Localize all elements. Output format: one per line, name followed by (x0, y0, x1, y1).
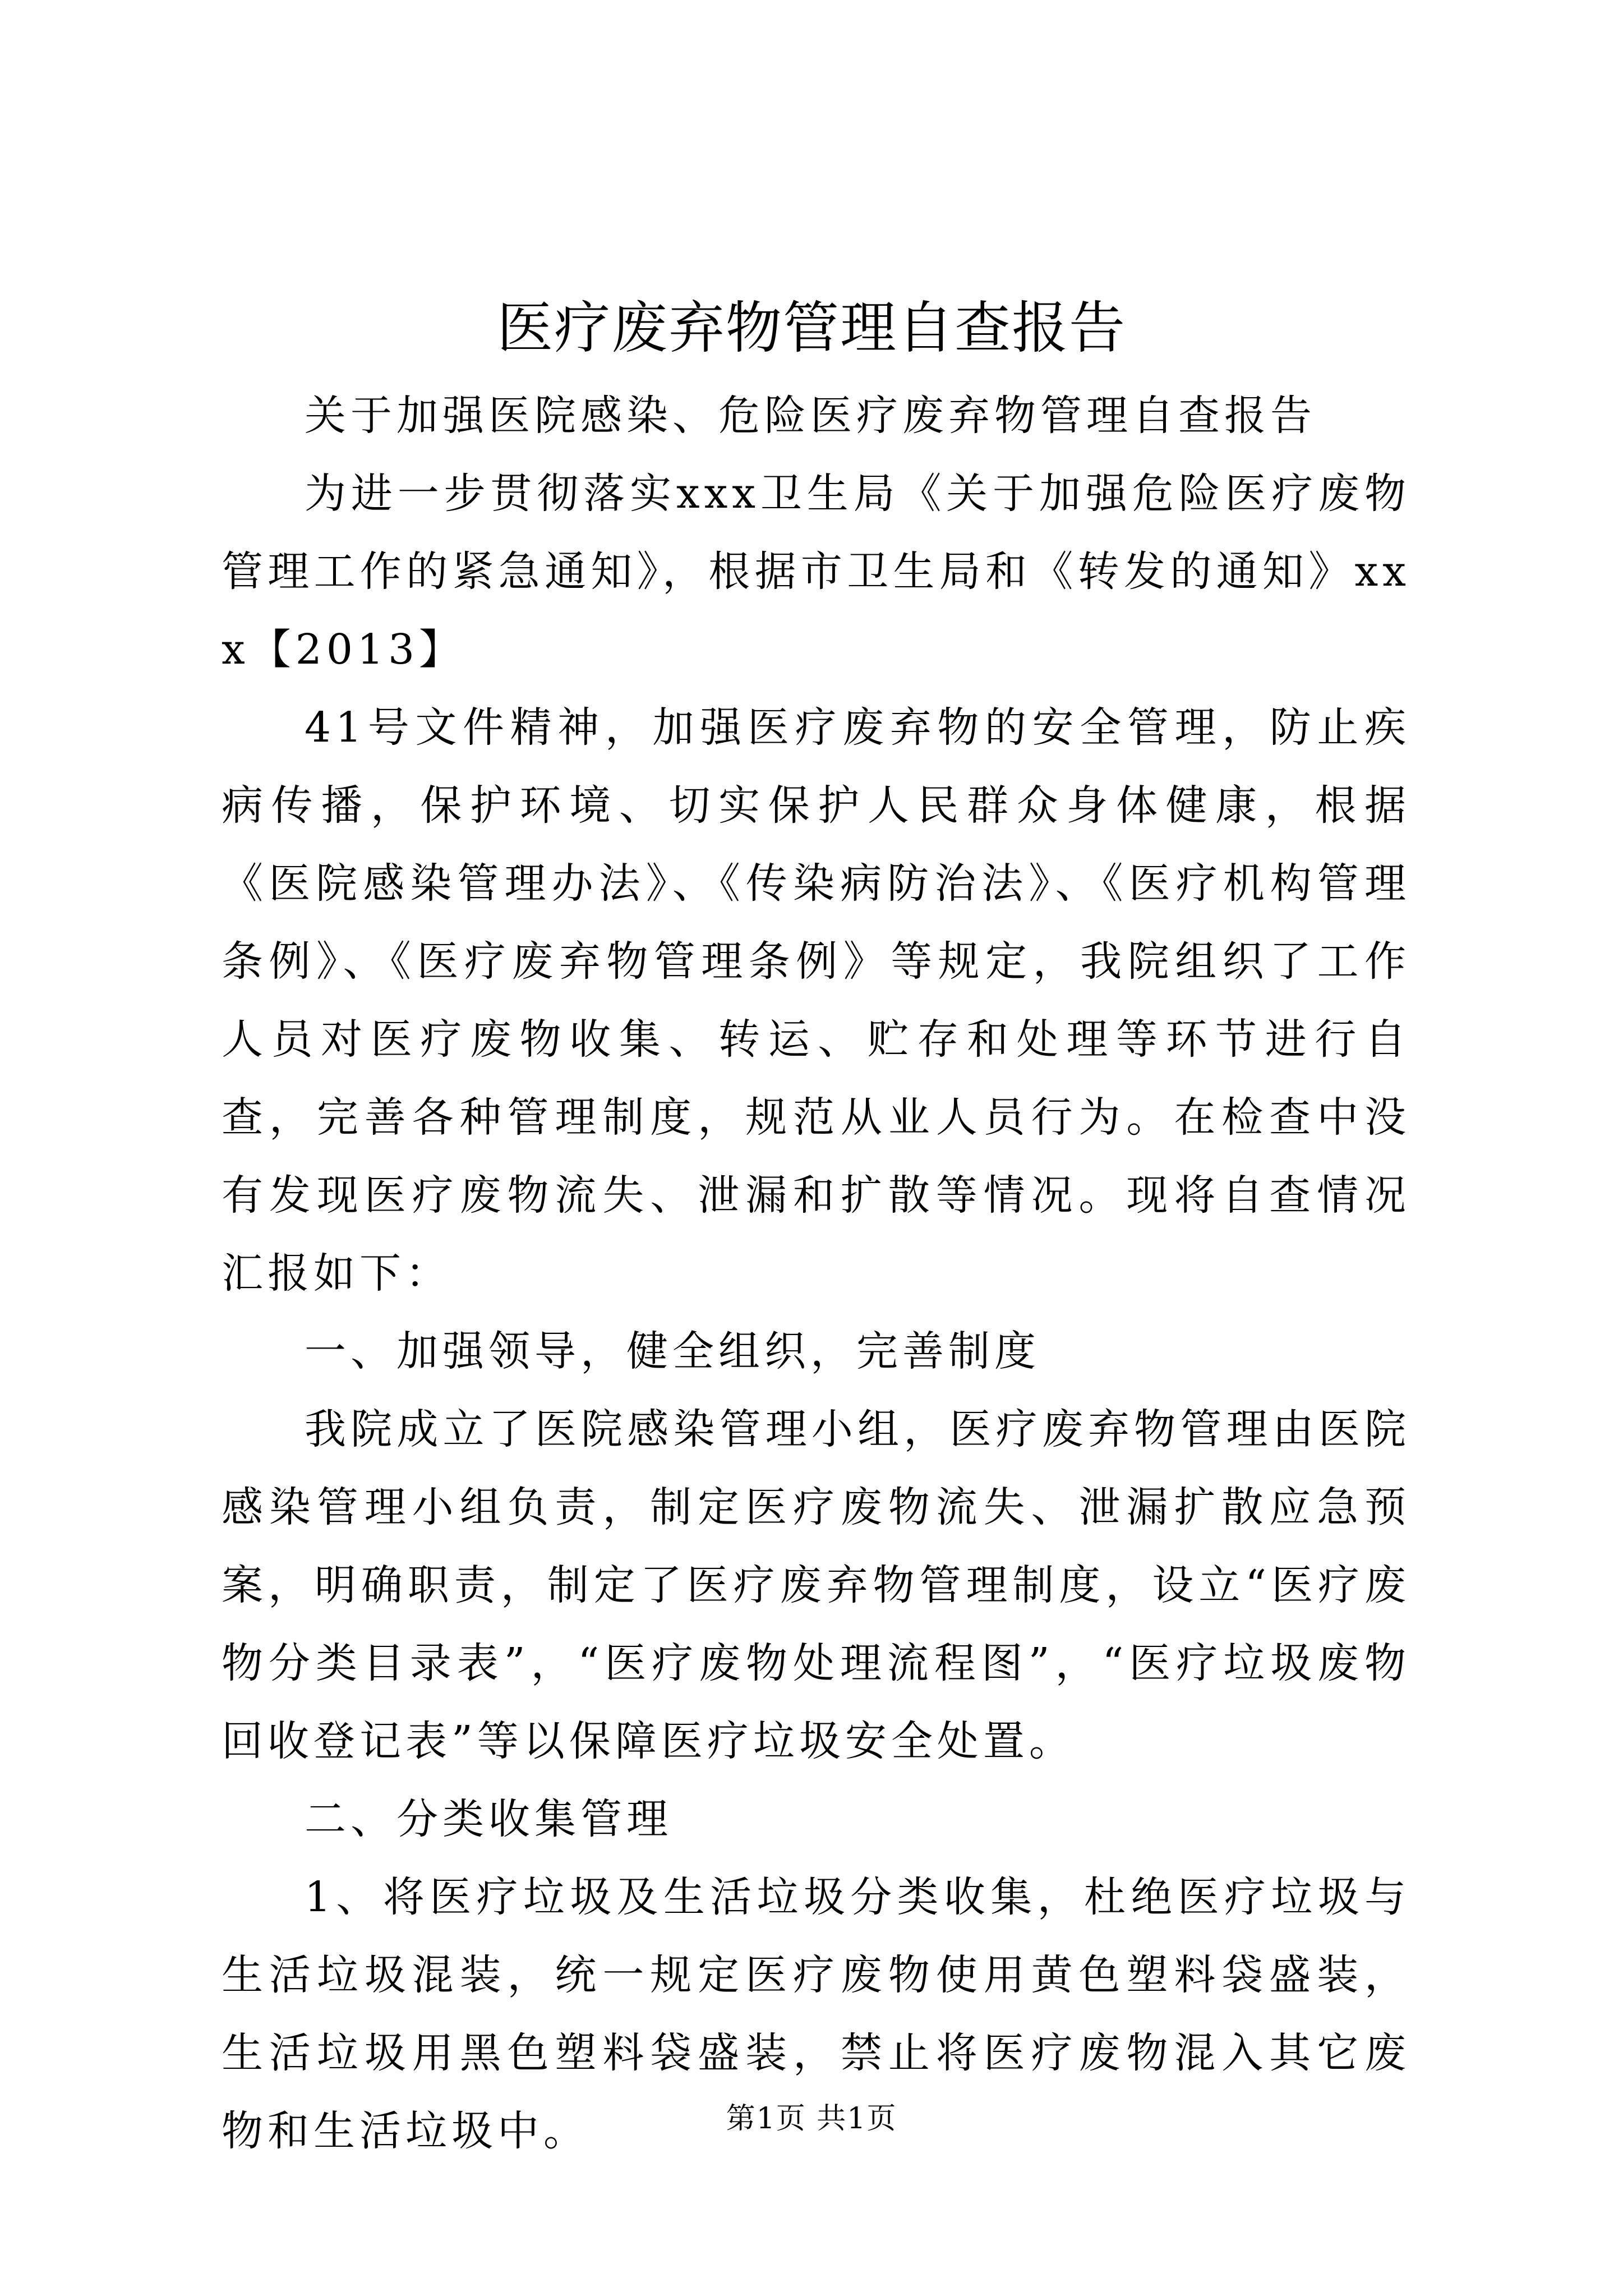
paragraph-intro: 为进一步贯彻落实xxx卫生局《关于加强危险医疗废物管理工作的紧急通知》，根据市卫生局和《转发的通知》xxx【2013】 (222, 470, 1410, 674)
paragraph-context: 41号文件精神，加强医疗废弃物的安全管理，防止疾病传播，保护环境、切实保护人民群众身体健康，根据《医院感染管理办法》、《传染病防治法》、《医疗机构管理条例》、《医疗废弃物管理条例》等规定，我院组织了工作人员对医疗废物收集、转运、贮存和处理等环节进行自查，完善各种管理制度，规范从业人员行为。在检查中没有发现医疗废物流失、泄漏和扩散等情况。现将自查情况汇报如下： (222, 703, 1410, 1297)
paragraph-section-1: 我院成立了医院感染管理小组，医疗废弃物管理由医院感染管理小组负责，制定医疗废物流失、泄漏扩散应急预案，明确职责，制定了医疗废弃物管理制度，设立“医疗废物分类目录表”，“医疗废物处理流程图”，“医疗垃圾废物回收登记表”等以保障医疗垃圾安全处置。 (222, 1405, 1410, 1765)
section-heading-2: 二、分类收集管理 (305, 1795, 672, 1843)
paragraph-section-2-item-1: 1、将医疗垃圾及生活垃圾分类收集，杜绝医疗垃圾与生活垃圾混装，统一规定医疗废物使用黄色塑料袋盛装，生活垃圾用黑色塑料袋盛装，禁止将医疗废物混入其它废物和生活垃圾中。 (222, 1873, 1410, 2155)
page-title: 医疗废弃物管理自查报告 (497, 295, 1126, 361)
section-heading-1: 一、加强领导，健全组织，完善制度 (305, 1327, 1040, 1375)
document-body (222, 377, 1410, 2170)
paragraph-subtitle: 关于加强医院感染、危险医疗废弃物管理自查报告 (305, 392, 1316, 440)
page-footer: 第1页 共1页 (726, 2102, 897, 2136)
